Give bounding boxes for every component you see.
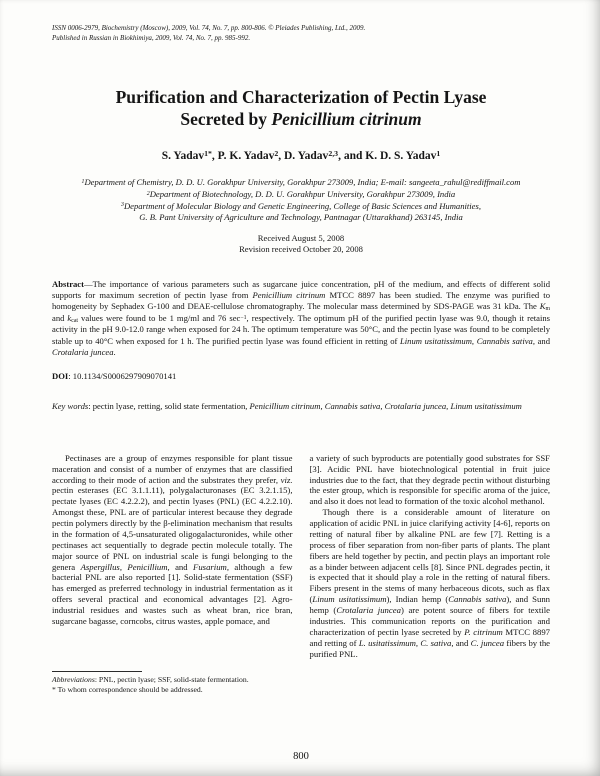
russian-edition-line: Published in Russian in Biokhimiya, 2009, Vol. 74, No. 7, pp. 985-992. <box>52 33 251 42</box>
doi-line: DOI: 10.1134/S0006297909070141 <box>52 370 177 381</box>
left-column <box>52 453 293 695</box>
paper-title-line-1: Purification and Characterization of Pectin Lyase <box>115 86 487 107</box>
paper-title-line-2: Secreted by Penicillium citrinum <box>180 109 422 130</box>
issn-copyright-line: ISSN 0006-2979, Biochemistry (Moscow), 2009, Vol. 74, No. 7, pp. 800-806. © Pleiades Publishing, Ltd., 2009. <box>52 24 366 32</box>
affiliations <box>52 177 550 223</box>
received-dates <box>52 233 550 256</box>
affiliation-3-line-1: $^3$Department of Molecular Biology and Genetic Engineering, College of Basic Sciences and Humanities, <box>121 200 481 211</box>
body-paragraph-1: Pectinases are a group of enzymes responsible for plant tissue maceration and consist of a number of enzymes that are classified according to their mode of action and the substrates they prefer, viz. pectin esterases (EC 3.1.1.11), polygalacturonases (EC 3.2.1.15), pectate lyases (EC 4.2.2.2), and pectin lyases (PNL) (EC 4.2.2.10). Amongst these, PNL are of particular interest because they degrade pectin polymers directly by the β-elimination mechanism that results in the formation of 4,5-unsaturated oligogalacturonides, while other pectinases act sequentially to degrade pectin molecule totally. The major source of PNL on industrial scale is fungi belonging to the genera Aspergillus, Penicillium, and Fusarium, although a few bacterial PNL are also reported [1]. Solid-state fermentation (SSF) has emerged as preferred technology in industrial fermentation as it offers several practical and economical advantages [2]. Agro-industrial residues and wastes such as wheat bran, rice bran, sugarcane bagasse, corncobs, citrus wastes, apple pomace, and <box>52 452 293 626</box>
abstract-paragraph: Abstract—The importance of various parameters such as sugarcane juice concentration, pH of the medium, and effects of different solid supports for maximum secretion of pectin lyase from Penicillium citrinum MTCC 8897 has been studied. The enzyme was purified to homogeneity by Sephadex G-100 and DEAE-cellulose chromatography. The molecular mass determined by SDS-PAGE was 31 kDa. The Km and kcat values were found to be 1 mg/ml and 76 $\sec^{-1}$, respectively. The optimum pH of the purified pectin lyase was 9.0, though it retains activity in the pH 9.0-12.0 range when exposed for 24 h. The optimum temperature was 50°C, and the pectin lyase was found to be completely stable up to 40°C when exposed for 1 h. The purified pectin lyase was found efficient in retting of Linum usitatissimum, Cannabis sativa, and Crotalaria juncea. <box>52 278 551 357</box>
keywords-paragraph: Key words: pectin lyase, retting, solid state fermentation, Penicillium citrinum, Cannabis sativa, Crotalaria juncea, Linum usitatissimum <box>52 401 522 412</box>
journal-header <box>52 24 550 44</box>
footnote-rule <box>52 671 142 672</box>
article-body <box>52 453 550 695</box>
right-column <box>310 453 551 695</box>
paper-title <box>52 86 550 132</box>
authors-line: S. Yadav$^{1*}$, P. K. Yadav$^2$, D. Yadav$^{2,3}$, and K. D. S. Yadav$^1$ <box>161 149 441 163</box>
affiliation-2: $^2$Department of Biotechnology, D. D. U. Gorakhpur University, Gorakhpur 273009, India <box>146 188 456 199</box>
footnote-correspondence: * To whom correspondence should be addressed. <box>52 684 203 694</box>
page-number: 800 <box>293 751 309 762</box>
body-paragraph-1-continued: a variety of such byproducts are potentially good substrates for SSF [3]. Acidic PNL have biotechnological potential in fruit juice industries due to the fact, that they degrade pectin without disturbing the ester group, which is responsible for specific aroma of the juice, and also it does not lead to formation of the toxic alcohol methanol. <box>309 452 550 507</box>
footnote-abbreviations: Abbreviations: PNL, pectin lyase; SSF, solid-state fermentation. <box>52 674 249 684</box>
affiliation-3-line-2: G. B. Pant University of Agriculture and Technology, Pantnagar (Uttarakhand) 263145, India <box>139 212 463 223</box>
footnote <box>52 671 293 695</box>
affiliation-1: $^1$Department of Chemistry, D. D. U. Gorakhpur University, Gorakhpur 273009, India; E-mail: sangeeta_rahul@rediffmail.com <box>81 177 521 188</box>
revision-received-date: Revision received October 20, 2008 <box>239 243 363 254</box>
body-paragraph-2: Though there is a considerable amount of literature on application of acidic PNL in juice clarifying activity [4-6], reports on retting of natural fiber by alkaline PNL are few [7]. Retting is a process of fiber separation from non-fiber parts of plants. The plant fibers are held together by pectin, and pectin plays an important role as a binder between adjacent cells [8]. Since PNL degrades pectin, it is expected that it should play a role in the retting of natural fibers. Fibers present in the stems of many herbaceous dicots, such as flax (Linum usitatissimum), Indian hemp (Cannabis sativa), and Sunn hemp (Crotalaria juncea) are potent source of fibers for textile industries. This communication reports on the purification and characterization of pectin lyase secreted by P. citrinum MTCC 8897 and retting of L. usitatissimum, C. sativa, and C. juncea fibers by the purified PNL. <box>309 507 551 659</box>
received-date: Received August 5, 2008 <box>257 232 345 243</box>
